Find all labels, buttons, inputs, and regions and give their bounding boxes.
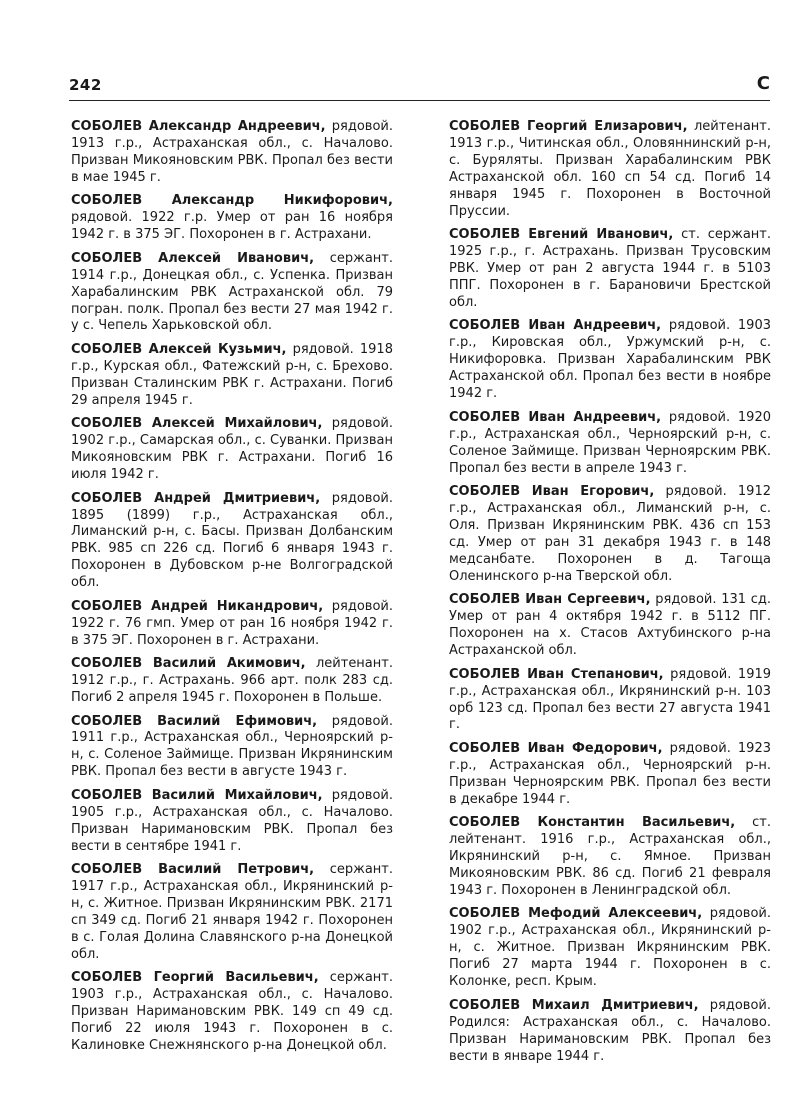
entry-text: ст. лейтенант. 1916 г.р., Астраханская обл., Икрянинский р-н, с. Ямное. Призван Микояновским РВК. 86 сд. Погиб 21 февраля 1943 г. Похоронен в Ленинградской обл. — [449, 815, 771, 899]
entry-name: СОБОЛЕВ Иван Андреевич, — [449, 409, 662, 425]
entry — [449, 998, 771, 1066]
entry — [71, 714, 393, 782]
entry-text: рядовой. 1905 г.р., Астраханская обл., с. Началово. Призван Наримановским РВК. Пропал без вести в сентябре 1941 г. — [71, 787, 393, 854]
entry — [449, 906, 771, 991]
entry — [71, 656, 393, 707]
entry — [449, 119, 771, 221]
entry-name: СОБОЛЕВ Алексей Михайлович, — [71, 416, 323, 432]
entry-text: рядовой. 1913 г.р., Астраханская обл., с. Началово. Призван Микояновским РВК. Пропал без вести в мае 1945 г. — [71, 119, 393, 185]
entry — [449, 667, 771, 735]
entry-text: рядовой. 131 сд. Умер от ран 4 октября 1942 г. в 5112 ПГ. Похоронен на х. Стасов Ахтубинского р-на Астраханской обл. — [449, 592, 772, 659]
entry-text: рядовой. 1895 (1899) г.р., Астраханская обл., Лиманский р-н, с. Басы. Призван Долбанским РВК. 985 сп 226 сд. Погиб 6 января 1943 г. Похоронен в Дубовском р-не Волгоградской обл. — [71, 490, 393, 591]
entry — [71, 342, 393, 410]
entry-name: СОБОЛЕВ Михаил Дмитриевич, — [449, 997, 699, 1013]
entry-text: рядовой. 1920 г.р., Астраханская обл., Черноярский р-н, с. Соленое Займище. Призван Черноярским РВК. Пропал без вести в апреле 1943 г. — [449, 409, 771, 476]
header-rule — [69, 100, 770, 101]
entry-text: рядовой. Родился: Астраханская обл., с. Началово. Призван Наримановским РВК. Пропал без вести в январе 1944 г. — [449, 997, 771, 1064]
right-column — [449, 119, 771, 1072]
entry-text: рядовой. 1902 г.р., Самарская обл., с. Суванки. Призван Микояновским РВК г. Астрахани. Погиб 16 июля 1942 г. — [71, 416, 393, 483]
entry — [449, 318, 771, 403]
entry — [71, 119, 393, 187]
entry — [71, 970, 393, 1055]
entry-text: сержант. 1903 г.р., Астраханская обл., с. Началово. Призван Наримановским РВК. 149 сп 49 сд. Погиб 22 июля 1943 г. Похоронен в с. Калиновке Снежнянского р-на Донецкой обл. — [71, 970, 393, 1054]
entry-name: СОБОЛЕВ Мефодий Алексеевич, — [449, 906, 703, 922]
left-column — [71, 119, 393, 1062]
entry-name: СОБОЛЕВ Алексей Иванович, — [71, 250, 315, 266]
entry-text: рядовой. 1902 г.р., Астраханская обл., Икрянинский р-н, с. Житное. Призван Икрянинским РВК. Погиб 27 марта 1944 г. Похоронен в с. Колонке, респ. Крым. — [449, 906, 771, 990]
entry-name: СОБОЛЕВ Василий Михайлович, — [71, 787, 323, 803]
entry-name: СОБОЛЕВ Василий Акимович, — [71, 656, 306, 672]
entry — [71, 416, 393, 484]
entry-text: рядовой. 1923 г.р., Астраханская обл., Черноярский р-н. Призван Черноярским РВК. Пропал без вести в декабре 1944 г. — [449, 740, 771, 807]
entry-text: ст. сержант. 1925 г.р., г. Астрахань. Призван Трусовским РВК. Умер от ран 2 августа 1944 г. в 5103 ППГ. Похоронен в г. Барановичи Брестской обл. — [449, 227, 771, 311]
entry-name: СОБОЛЕВ Василий Ефимович, — [71, 713, 318, 729]
entry — [449, 410, 771, 478]
entry-text: рядовой. 1903 г.р., Кировская обл., Уржумский р-н, с. Никифоровка. Призван Харабалинским РВК Астраханской обл. Пропал без вести в ноябре 1942 г. — [449, 318, 771, 402]
entry-name: СОБОЛЕВ Василий Петрович, — [71, 862, 315, 878]
entry-text: рядовой. 1912 г.р., Астраханская обл., Лиманский р-н, с. Оля. Призван Икрянинским РВК. 436 сп 153 сд. Умер от ран 31 декабря 1943 г. в 148 медсанбате. Похоронен в д. Тагоща Оленинского р-на Тверской обл. — [449, 484, 771, 584]
entry-text: сержант. 1917 г.р., Астраханская обл., Икрянинский р-н, с. Житное. Призван Икрянинским РВК. 2171 сп 349 сд. Погиб 21 января 1942 г. Похоронен в с. Голая Долина Славянского р-на Донецкой обл. — [71, 862, 394, 962]
entry-name: СОБОЛЕВ Георгий Елизарович, — [449, 119, 688, 134]
entry-text: рядовой. 1918 г.р., Курская обл., Фатежский р-н, с. Брехово. Призван Сталинским РВК г. Астрахани. Погиб 29 апреля 1945 г. — [71, 341, 393, 408]
entry — [449, 592, 771, 660]
entry — [71, 862, 393, 964]
entry — [449, 815, 771, 900]
entry-name: СОБОЛЕВ Алексей Кузьмич, — [71, 341, 287, 357]
entry-name: СОБОЛЕВ Иван Федорович, — [449, 740, 663, 756]
entry-text: сержант. 1914 г.р., Донецкая обл., с. Успенка. Призван Харабалинским РВК Астраханской обл. 79 погран. полк. Пропал без вести 27 мая 1942 г. у с. Чепель Харьковской обл. — [71, 250, 393, 334]
entry-text: рядовой. 1922 г.р. Умер от ран 16 ноября 1942 г. в 375 ЭГ. Похоронен в г. Астрахани. — [71, 210, 393, 243]
entry — [71, 491, 393, 593]
entry — [71, 788, 393, 856]
entry-name: СОБОЛЕВ Андрей Никандрович, — [71, 598, 324, 614]
entry — [449, 484, 771, 586]
entry — [71, 599, 393, 650]
entry — [71, 251, 393, 336]
entry-text: рядовой. 1911 г.р., Астраханская обл., Черноярский р-н, с. Соленое Займище. Призван Икрянинским РВК. Пропал без вести в августе 1943 г. — [71, 713, 393, 780]
entry-name: СОБОЛЕВ Иван Андреевич, — [449, 318, 662, 334]
entry-text: лейтенант. 1912 г.р., г. Астрахань. 966 арт. полк 283 сд. Погиб 2 апреля 1945 г. Похоронен в Польше. — [71, 656, 393, 706]
entry-text: рядовой. 1919 г.р., Астраханская обл., Икрянинский р-н. 103 орб 123 сд. Пропал без вести 27 августа 1941 г. — [449, 666, 772, 733]
entry-name: СОБОЛЕВ Константин Васильевич, — [449, 815, 736, 831]
entry-name: СОБОЛЕВ Иван Степанович, — [449, 666, 664, 682]
entry-name: СОБОЛЕВ Александр Никифорович, — [71, 193, 393, 209]
entry-name: СОБОЛЕВ Александр Андреевич, — [71, 119, 326, 134]
entry-name: СОБОЛЕВ Андрей Дмитриевич, — [71, 490, 321, 506]
entry-text: лейтенант. 1913 г.р., Читинская обл., Оловяннинский р-н, с. Буряляты. Призван Харабалинским РВК Астраханской обл. 160 сп 54 сд. Погиб 14 января 1945 г. Похоронен в Восточной Пруссии. — [449, 119, 771, 219]
entry — [449, 741, 771, 809]
entry-name: СОБОЛЕВ Иван Сергеевич, — [449, 592, 651, 608]
entry — [71, 193, 393, 244]
entry-name: СОБОЛЕВ Иван Егорович, — [449, 484, 655, 500]
entry-name: СОБОЛЕВ Георгий Васильевич, — [71, 970, 319, 986]
entry-name: СОБОЛЕВ Евгений Иванович, — [449, 227, 674, 243]
section-letter: С — [756, 73, 770, 94]
page-number: 242 — [69, 76, 102, 94]
entry — [449, 227, 771, 312]
entry-text: рядовой. 1922 г. 76 гмп. Умер от ран 16 ноября 1942 г. в 375 ЭГ. Похоронен в г. Астрахани. — [71, 598, 393, 648]
